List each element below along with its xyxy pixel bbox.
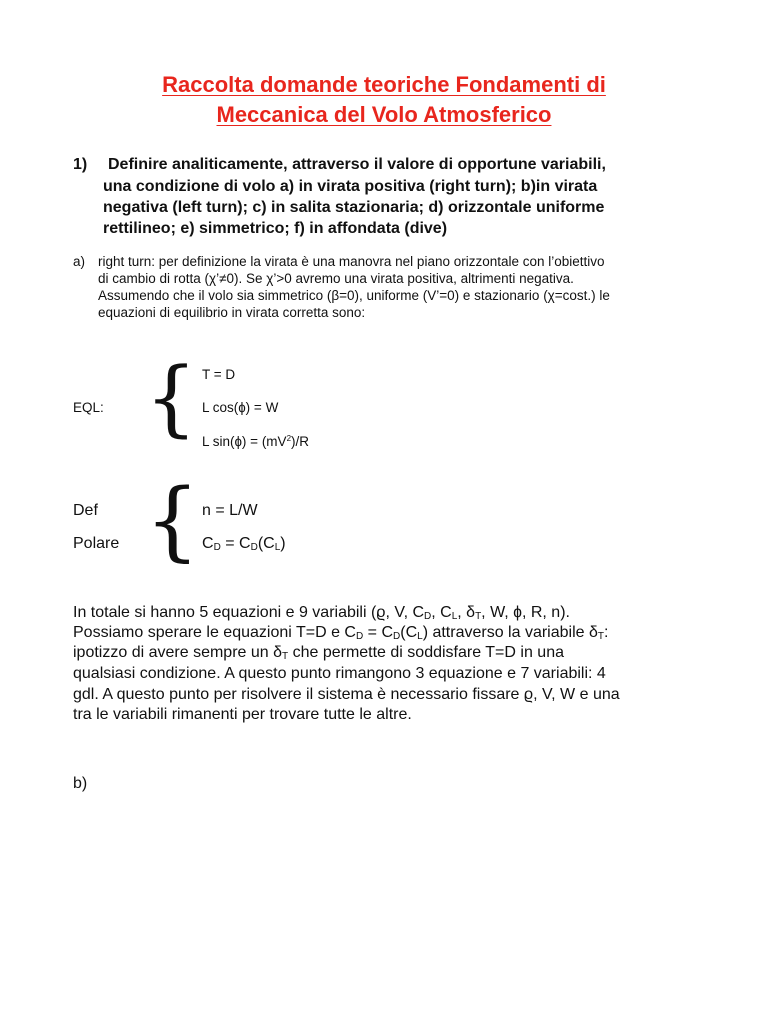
answer-a-line-1: right turn: per definizione la virata è una manovra nel piano orizzontale con l’obiettivo (98, 254, 605, 269)
def-equation: n = L/W (202, 502, 258, 519)
answer-a-line-4: equazioni di equilibrio in virata corretta sono: (98, 305, 366, 320)
paragraph-line-3: ipotizzo di avere sempre un $\delta_T$ che permette di soddisfare T=D in una (73, 644, 564, 662)
polare-label: Polare (73, 535, 120, 552)
document-title-line-2: Meccanica del Volo Atmosferico (216, 102, 552, 127)
question-number: 1) (73, 156, 88, 173)
question-line-2: una condizione di volo a) in virata positiva (right turn); b)in virata (103, 178, 598, 195)
eql-equation-3: L sin(ɸ) = $(mV^2)/R$ (202, 434, 310, 449)
eql-label: EQL: (73, 400, 104, 415)
def-brace: { (145, 471, 200, 571)
eql-equation-1: T = D (202, 367, 236, 382)
answer-a-marker: a) (73, 254, 86, 269)
answer-b-marker: b) (73, 775, 88, 792)
eql-equation-2: L cos(ɸ) = W (202, 400, 279, 415)
answer-a-line-2: di cambio di rotta (χ’≠0). Se χ’>0 avremo una virata positiva, altrimenti negativa. (98, 271, 574, 286)
paragraph-line-6: tra le variabili rimanenti per trovare tutte le altre. (73, 706, 412, 723)
paragraph-line-5: gdl. A questo punto per risolvere il sistema è necessario fissare ϱ, V, W e una (73, 686, 620, 703)
document-title-line-1: Raccolta domande teoriche Fondamenti di (162, 72, 606, 97)
answer-a-line-3: Assumendo che il volo sia simmetrico (β=0), uniforme (V’=0) e stazionario (χ=cost.) le (98, 288, 610, 303)
question-line-3: negativa (left turn); c) in salita stazionaria; d) orizzontale uniforme (103, 199, 605, 216)
def-label: Def (73, 502, 98, 519)
paragraph-line-1: In totale si hanno 5 equazioni e 9 variabili (ϱ, V, $C_D$, $C_L$, $\delta_T$, W, ɸ, R, n). (73, 604, 570, 622)
paragraph-line-2: Possiamo sperare le equazioni T=D e $C_D = C_D(C_L)$ attraverso la variabile $\delta_T$: (73, 624, 609, 642)
polare-equation: $C_D = C_D(C_L)$ (202, 535, 286, 553)
question-line-4: rettilineo; e) simmetrico; f) in affondata (dive) (103, 220, 448, 237)
question-line-1: Definire analiticamente, attraverso il valore di opportune variabili, (108, 156, 606, 173)
eql-brace: { (145, 351, 198, 446)
paragraph-line-4: qualsiasi condizione. A questo punto rimangono 3 equazione e 7 variabili: 4 (73, 665, 606, 682)
